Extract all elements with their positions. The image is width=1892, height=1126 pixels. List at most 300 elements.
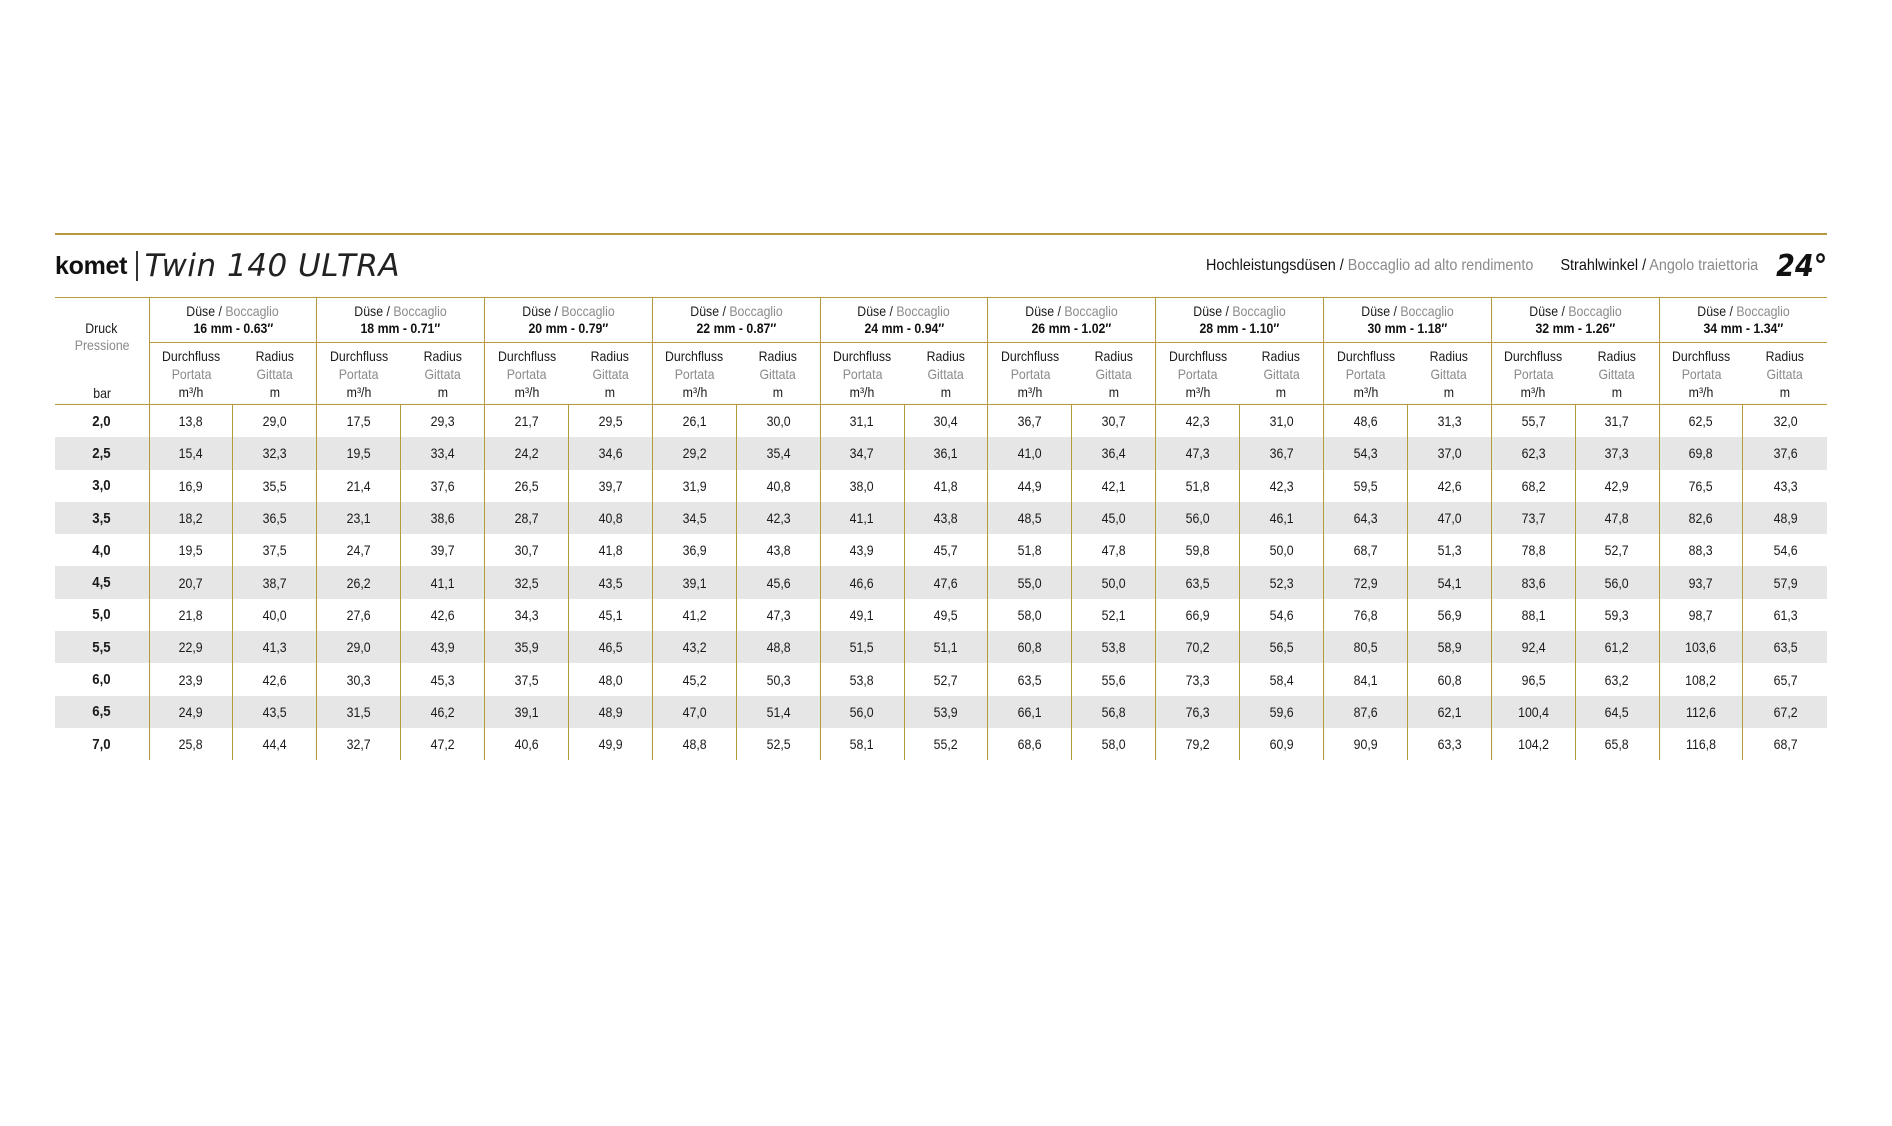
- performance-sheet: [55, 233, 1827, 760]
- flow-label-de: Durchfluss: [833, 347, 892, 364]
- flow-value: 18,2: [178, 510, 203, 527]
- radius-cell: [1407, 470, 1491, 502]
- nozzle-size: 26 mm - 1.02″: [1031, 320, 1112, 336]
- radius-cell: [401, 599, 485, 631]
- radius-unit: m: [1443, 383, 1455, 400]
- flow-value: 32,5: [514, 574, 539, 591]
- radius-cell: [1575, 631, 1659, 663]
- flow-cell: [1156, 728, 1240, 760]
- flow-cell: [1156, 566, 1240, 598]
- flow-value: 31,1: [850, 413, 875, 430]
- radius-value: 29,3: [430, 413, 455, 430]
- nozzle-label-it: Boccaglio: [225, 303, 280, 319]
- radius-value: 49,9: [598, 736, 623, 753]
- flow-label-it: Portata: [171, 365, 212, 382]
- nozzle-size: 30 mm - 1.18″: [1367, 320, 1448, 336]
- radius-value: 45,6: [766, 574, 791, 591]
- radius-cell: [1240, 534, 1324, 566]
- nozzle-label-de: Düse /: [522, 303, 558, 319]
- flow-cell: [1659, 631, 1743, 663]
- radius-value: 43,5: [598, 574, 623, 591]
- radius-cell: [1407, 405, 1491, 438]
- radius-value: 58,4: [1269, 671, 1294, 688]
- radius-value: 42,3: [1269, 477, 1294, 494]
- flow-cell: [317, 502, 401, 534]
- flow-value: 55,0: [1017, 574, 1042, 591]
- flow-value: 51,5: [850, 639, 875, 656]
- radius-cell: [568, 566, 652, 598]
- radius-cell: [736, 534, 820, 566]
- radius-value: 41,8: [598, 542, 623, 559]
- radius-value: 46,1: [1269, 510, 1294, 527]
- radius-value: 36,1: [933, 445, 958, 462]
- radius-cell: [568, 599, 652, 631]
- radius-value: 48,9: [1773, 510, 1798, 527]
- table-row: [55, 534, 1827, 566]
- flow-cell: [149, 599, 233, 631]
- flow-value: 26,1: [682, 413, 707, 430]
- radius-value: 43,3: [1773, 477, 1798, 494]
- radius-unit: m: [269, 383, 280, 400]
- flow-cell: [820, 663, 904, 695]
- flow-cell: [1659, 437, 1743, 469]
- radius-cell: [1240, 405, 1324, 438]
- flow-value: 48,8: [682, 736, 707, 753]
- flow-cell: [1659, 502, 1743, 534]
- flow-cell: [485, 405, 569, 438]
- pressure-unit: bar: [92, 385, 111, 401]
- radius-value: 58,0: [1101, 736, 1126, 753]
- flow-cell: [820, 631, 904, 663]
- flow-value: 104,2: [1517, 736, 1549, 753]
- radius-header: [568, 343, 652, 405]
- radius-value: 56,0: [1605, 574, 1630, 591]
- flow-cell: [485, 663, 569, 695]
- flow-cell: [317, 696, 401, 728]
- radius-cell: [904, 502, 988, 534]
- flow-value: 21,4: [346, 477, 371, 494]
- flow-cell: [652, 534, 736, 566]
- radius-value: 38,6: [430, 510, 455, 527]
- pressure-value: 6,5: [92, 703, 111, 721]
- flow-value: 51,8: [1185, 477, 1210, 494]
- flow-cell: [485, 599, 569, 631]
- flow-cell: [820, 566, 904, 598]
- radius-cell: [1240, 437, 1324, 469]
- radius-label-it: Gittata: [759, 365, 797, 382]
- flow-value: 51,8: [1017, 542, 1042, 559]
- nozzle-label-de: Düse /: [690, 303, 726, 319]
- radius-value: 30,7: [1101, 413, 1126, 430]
- radius-label-it: Gittata: [591, 365, 629, 382]
- radius-cell: [1072, 437, 1156, 469]
- flow-cell: [485, 502, 569, 534]
- radius-header: [1240, 343, 1324, 405]
- radius-cell: [401, 470, 485, 502]
- radius-cell: [1240, 728, 1324, 760]
- flow-label-it: Portata: [1178, 365, 1218, 382]
- nozzle-size: 16 mm - 0.63″: [192, 320, 273, 336]
- nozzle-label-de: Düse /: [1193, 303, 1229, 319]
- radius-value: 48,0: [598, 671, 623, 688]
- radius-value: 31,3: [1437, 413, 1462, 430]
- flow-value: 39,1: [514, 703, 539, 720]
- radius-value: 44,4: [262, 736, 287, 753]
- radius-value: 46,5: [598, 639, 623, 656]
- flow-value: 19,5: [346, 445, 371, 462]
- flow-value: 62,3: [1521, 445, 1546, 462]
- flow-cell: [149, 405, 233, 438]
- radius-value: 32,3: [262, 445, 287, 462]
- angle-label: [1560, 257, 1758, 275]
- flow-value: 37,5: [514, 671, 539, 688]
- flow-value: 47,3: [1185, 445, 1210, 462]
- flow-value: 36,7: [1017, 413, 1042, 430]
- nozzle-label: [1026, 303, 1118, 320]
- flow-header: [988, 343, 1072, 405]
- flow-cell: [1323, 599, 1407, 631]
- flow-cell: [1323, 728, 1407, 760]
- flow-cell: [149, 534, 233, 566]
- flow-value: 79,2: [1185, 736, 1210, 753]
- radius-value: 52,7: [933, 671, 958, 688]
- flow-value: 72,9: [1353, 574, 1378, 591]
- radius-header: [401, 343, 485, 405]
- radius-value: 40,0: [262, 606, 287, 623]
- flow-cell: [149, 437, 233, 469]
- flow-value: 70,2: [1185, 639, 1210, 656]
- radius-value: 36,4: [1101, 445, 1126, 462]
- flow-header: [1323, 343, 1407, 405]
- flow-label-de: Durchfluss: [497, 347, 556, 364]
- flow-value: 41,2: [682, 606, 707, 623]
- nozzle-label-it: Boccaglio: [896, 303, 951, 319]
- flow-cell: [820, 502, 904, 534]
- flow-header: [1659, 343, 1743, 405]
- radius-value: 41,8: [933, 477, 958, 494]
- flow-value: 34,5: [682, 510, 707, 527]
- radius-value: 42,9: [1605, 477, 1630, 494]
- flow-value: 23,1: [346, 510, 371, 527]
- radius-cell: [1240, 502, 1324, 534]
- radius-value: 55,6: [1101, 671, 1126, 688]
- flow-value: 26,5: [514, 477, 539, 494]
- flow-cell: [317, 534, 401, 566]
- nozzle-label-de: Düse /: [1528, 303, 1565, 319]
- flow-value: 24,9: [178, 703, 203, 720]
- radius-value: 45,3: [430, 671, 455, 688]
- radius-cell: [904, 470, 988, 502]
- radius-label-it: Gittata: [1430, 365, 1468, 382]
- flow-value: 59,8: [1185, 542, 1210, 559]
- radius-label-de: Radius: [255, 347, 294, 364]
- nozzle-size: 34 mm - 1.34″: [1703, 320, 1784, 336]
- flow-label-it: Portata: [842, 365, 883, 382]
- flow-value: 53,8: [850, 671, 875, 688]
- radius-value: 43,5: [262, 703, 287, 720]
- flow-cell: [1156, 599, 1240, 631]
- radius-label-de: Radius: [758, 347, 798, 364]
- flow-cell: [1491, 502, 1575, 534]
- radius-cell: [904, 534, 988, 566]
- radius-cell: [1240, 631, 1324, 663]
- flow-unit: m³/h: [178, 383, 204, 400]
- flow-unit: m³/h: [849, 383, 875, 400]
- radius-unit: m: [1276, 383, 1287, 400]
- radius-cell: [1575, 663, 1659, 695]
- radius-label-it: Gittata: [1598, 365, 1635, 382]
- radius-label-it: Gittata: [1263, 365, 1300, 382]
- radius-value: 47,6: [933, 574, 958, 591]
- nozzle-label: [690, 303, 782, 320]
- radius-value: 29,0: [262, 413, 287, 430]
- flow-header: [317, 343, 401, 405]
- radius-unit: m: [772, 383, 784, 400]
- flow-cell: [1491, 663, 1575, 695]
- radius-value: 42,6: [262, 671, 287, 688]
- flow-value: 92,4: [1521, 639, 1546, 656]
- radius-cell: [568, 405, 652, 438]
- flow-value: 73,7: [1521, 510, 1546, 527]
- radius-value: 39,7: [430, 542, 455, 559]
- radius-cell: [736, 631, 820, 663]
- radius-cell: [1743, 631, 1827, 663]
- nozzle-label-it: Boccaglio: [1232, 303, 1286, 319]
- radius-unit: m: [437, 383, 448, 400]
- radius-cell: [1575, 566, 1659, 598]
- radius-cell: [233, 502, 317, 534]
- flow-value: 60,8: [1017, 639, 1042, 656]
- pressure-cell: [55, 437, 149, 469]
- radius-value: 51,4: [766, 703, 791, 720]
- flow-value: 58,0: [1017, 606, 1042, 623]
- radius-cell: [904, 631, 988, 663]
- nozzle-type: [1206, 257, 1533, 275]
- flow-unit: m³/h: [514, 383, 540, 400]
- radius-value: 52,5: [766, 736, 791, 753]
- flow-cell: [1156, 470, 1240, 502]
- radius-cell: [568, 470, 652, 502]
- flow-value: 82,6: [1688, 510, 1713, 527]
- flow-value: 59,5: [1353, 477, 1378, 494]
- radius-value: 40,8: [766, 477, 791, 494]
- flow-cell: [1659, 599, 1743, 631]
- radius-header: [736, 343, 820, 405]
- table-row: [55, 631, 1827, 663]
- radius-label-de: Radius: [590, 347, 630, 364]
- radius-value: 54,6: [1269, 606, 1294, 623]
- radius-value: 34,6: [598, 445, 623, 462]
- radius-value: 29,5: [598, 413, 623, 430]
- radius-value: 56,8: [1101, 703, 1126, 720]
- pressure-value: 2,5: [92, 444, 111, 462]
- radius-cell: [568, 696, 652, 728]
- flow-unit: m³/h: [1017, 383, 1043, 400]
- pressure-label-it: Pressione: [74, 337, 130, 353]
- nozzle-label-de: Düse /: [1697, 303, 1733, 319]
- product-name: Twin 140 ULTRA: [144, 248, 401, 284]
- radius-cell: [1575, 437, 1659, 469]
- nozzle-header: [149, 298, 317, 343]
- radius-cell: [1743, 405, 1827, 438]
- flow-value: 28,7: [514, 510, 539, 527]
- flow-cell: [988, 728, 1072, 760]
- radius-cell: [1240, 663, 1324, 695]
- nozzle-label: [1697, 303, 1789, 320]
- radius-cell: [1407, 728, 1491, 760]
- flow-label-de: Durchfluss: [1672, 347, 1731, 364]
- radius-cell: [736, 663, 820, 695]
- radius-value: 42,6: [430, 606, 455, 623]
- table-row: [55, 728, 1827, 760]
- flow-value: 63,5: [1017, 671, 1042, 688]
- nozzle-header: [1491, 298, 1659, 343]
- angle-label-de: Strahlwinkel /: [1560, 257, 1646, 274]
- flow-value: 45,2: [682, 671, 707, 688]
- flow-value: 19,5: [178, 542, 203, 559]
- radius-value: 63,5: [1773, 639, 1798, 656]
- flow-cell: [1491, 405, 1575, 438]
- flow-cell: [1323, 663, 1407, 695]
- radius-value: 30,4: [933, 413, 958, 430]
- flow-value: 48,5: [1017, 510, 1042, 527]
- flow-cell: [317, 470, 401, 502]
- flow-cell: [1323, 631, 1407, 663]
- nozzle-size: 20 mm - 0.79″: [528, 320, 609, 336]
- pressure-value: 5,5: [92, 638, 111, 656]
- radius-cell: [1575, 405, 1659, 438]
- radius-cell: [233, 566, 317, 598]
- radius-value: 42,3: [766, 510, 791, 527]
- radius-value: 43,8: [933, 510, 958, 527]
- flow-cell: [317, 663, 401, 695]
- radius-value: 61,3: [1773, 606, 1798, 623]
- flow-cell: [485, 728, 569, 760]
- flow-value: 15,4: [178, 445, 203, 462]
- radius-value: 45,1: [598, 606, 623, 623]
- radius-cell: [1072, 599, 1156, 631]
- flow-cell: [652, 437, 736, 469]
- flow-cell: [652, 631, 736, 663]
- radius-unit: m: [940, 383, 951, 400]
- radius-value: 53,9: [933, 703, 958, 720]
- radius-cell: [401, 631, 485, 663]
- nozzle-size: 22 mm - 0.87″: [696, 320, 777, 336]
- radius-cell: [233, 599, 317, 631]
- radius-value: 64,5: [1605, 703, 1630, 720]
- flow-cell: [149, 728, 233, 760]
- flow-cell: [1659, 405, 1743, 438]
- flow-cell: [652, 470, 736, 502]
- flow-value: 48,6: [1353, 413, 1378, 430]
- pressure-cell: [55, 502, 149, 534]
- radius-cell: [1407, 696, 1491, 728]
- radius-value: 52,3: [1269, 574, 1294, 591]
- radius-header: [1072, 343, 1156, 405]
- radius-value: 30,0: [766, 413, 791, 430]
- radius-value: 48,9: [598, 703, 623, 720]
- radius-cell: [1743, 437, 1827, 469]
- flow-value: 66,9: [1185, 606, 1210, 623]
- flow-value: 20,7: [178, 574, 203, 591]
- flow-header: [485, 343, 569, 405]
- radius-value: 63,2: [1605, 671, 1630, 688]
- flow-value: 34,3: [514, 606, 539, 623]
- flow-cell: [149, 663, 233, 695]
- flow-cell: [317, 631, 401, 663]
- flow-value: 38,0: [850, 477, 875, 494]
- radius-value: 33,4: [430, 445, 455, 462]
- flow-cell: [1323, 470, 1407, 502]
- nozzle-header: [1323, 298, 1491, 343]
- flow-value: 22,9: [178, 639, 203, 656]
- flow-cell: [820, 405, 904, 438]
- radius-cell: [1407, 663, 1491, 695]
- flow-cell: [988, 534, 1072, 566]
- radius-cell: [1407, 599, 1491, 631]
- brand-logo: komet: [55, 251, 128, 280]
- radius-cell: [1407, 437, 1491, 469]
- flow-header: [1156, 343, 1240, 405]
- flow-cell: [820, 728, 904, 760]
- radius-value: 37,3: [1605, 445, 1630, 462]
- nozzle-label-it: Boccaglio: [1400, 303, 1454, 319]
- nozzle-label-it: Boccaglio: [1064, 303, 1119, 319]
- radius-label-it: Gittata: [1095, 365, 1132, 382]
- pressure-cell: [55, 631, 149, 663]
- table-row: [55, 696, 1827, 728]
- nozzle-label-it: Boccaglio: [393, 303, 447, 319]
- radius-cell: [568, 663, 652, 695]
- nozzle-header: [988, 298, 1156, 343]
- radius-header: [1575, 343, 1659, 405]
- flow-value: 68,2: [1521, 477, 1546, 494]
- flow-cell: [1156, 696, 1240, 728]
- radius-cell: [568, 631, 652, 663]
- table-row: [55, 470, 1827, 502]
- flow-header: [652, 343, 736, 405]
- pressure-value: 6,0: [92, 671, 111, 689]
- flow-cell: [485, 470, 569, 502]
- flow-label-de: Durchfluss: [329, 347, 389, 364]
- flow-value: 84,1: [1353, 671, 1378, 688]
- flow-unit: m³/h: [1185, 383, 1211, 400]
- radius-cell: [1240, 566, 1324, 598]
- flow-value: 42,3: [1185, 413, 1210, 430]
- flow-cell: [652, 663, 736, 695]
- flow-value: 76,5: [1688, 477, 1713, 494]
- radius-cell: [233, 534, 317, 566]
- nozzle-label-de: Düse /: [354, 303, 391, 319]
- flow-label-it: Portata: [1681, 365, 1722, 382]
- radius-cell: [736, 405, 820, 438]
- radius-value: 41,3: [262, 639, 287, 656]
- radius-value: 68,7: [1773, 736, 1798, 753]
- flow-cell: [1659, 534, 1743, 566]
- radius-value: 46,2: [430, 703, 455, 720]
- radius-value: 57,9: [1773, 574, 1798, 591]
- flow-value: 64,3: [1353, 510, 1378, 527]
- radius-cell: [401, 502, 485, 534]
- flow-cell: [485, 534, 569, 566]
- flow-value: 62,5: [1688, 413, 1713, 430]
- pressure-value: 4,5: [92, 574, 111, 592]
- flow-cell: [820, 437, 904, 469]
- flow-value: 16,9: [178, 477, 203, 494]
- flow-value: 13,8: [178, 413, 203, 430]
- radius-value: 56,5: [1269, 639, 1294, 656]
- nozzle-label-it: Boccaglio: [561, 303, 615, 319]
